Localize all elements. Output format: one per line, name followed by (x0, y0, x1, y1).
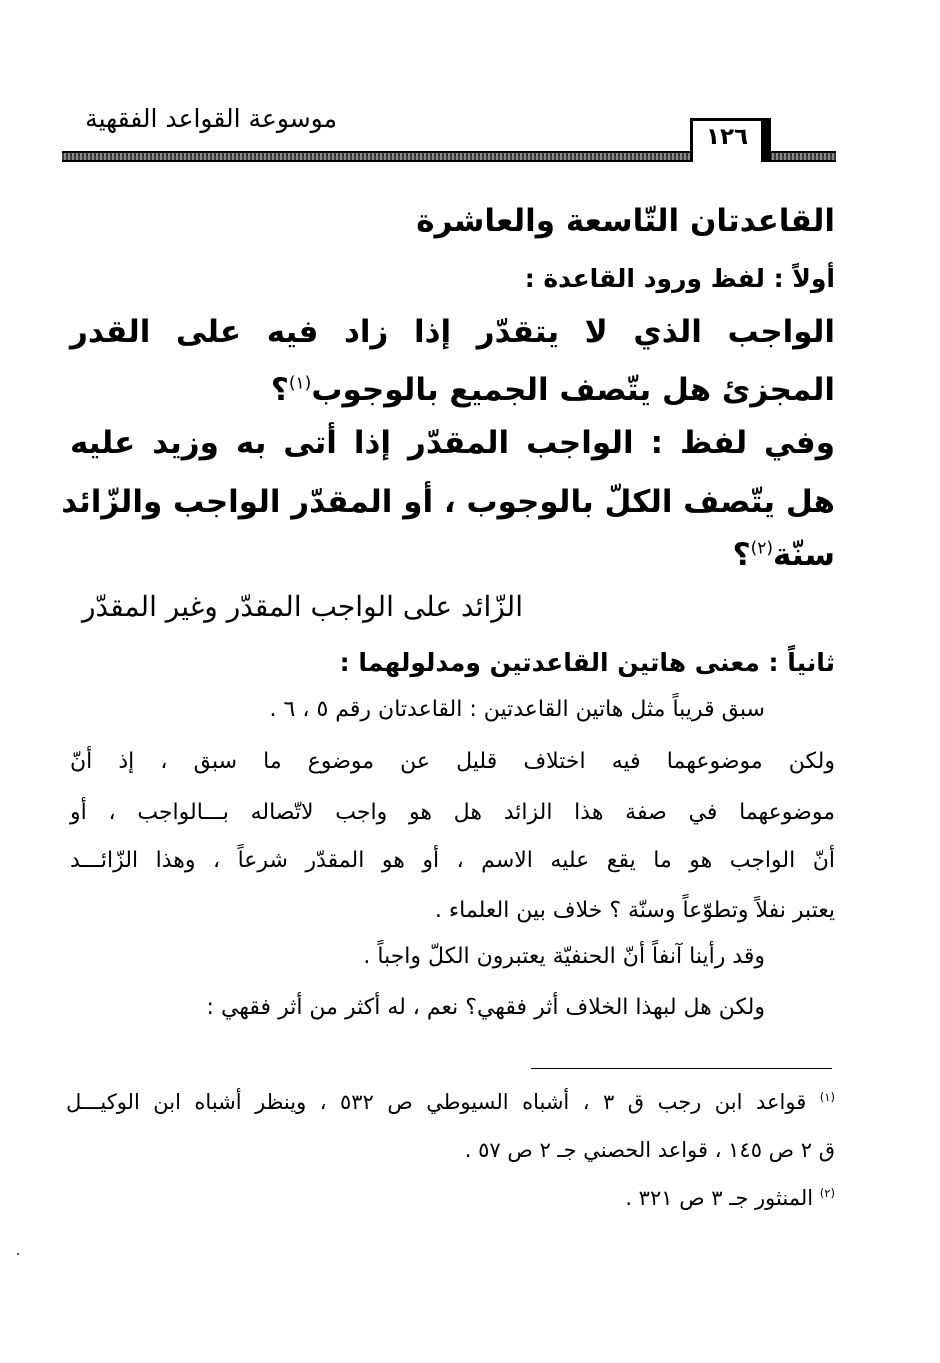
rule-text-line-2-body: المجزئ هل يتّصف الجميع بالوجوب (311, 372, 835, 408)
footnote-1 (66, 1090, 835, 1114)
variant-text-line-1: وفي لفظ : الواجب المقدّر إذا أتى به وزيد عليه (70, 425, 835, 461)
rule-text-line-2 (271, 372, 835, 408)
footnote-1-continued: ق ٢ ص ١٤٥ ، قواعد الحصني جـ ٢ ص ٥٧ . (464, 1138, 835, 1162)
page-number: ١٢٦ (705, 124, 749, 150)
paragraph-line-6: وقد رأينا آنفاً أنّ الحنفيّة يعتبرون الكلّ واجباً . (363, 944, 765, 969)
footnote-2 (625, 1186, 835, 1210)
scan-speck (17, 1253, 19, 1255)
paragraph-line-4: أنّ الواجب هو ما يقع عليه الاسم ، أو هو المقدّر شرعاً ، وهذا الزّائـــد (70, 848, 835, 873)
paragraph-line-5: يعتبر نفلاً وتطوّعاً وسنّة ؟ خلاف بين العلماء . (434, 898, 835, 923)
paragraph-line-3: موضوعهما في صفة هذا الزائد هل هو واجب لاتّصاله بـــالواجب ، أو (70, 800, 835, 825)
footnote-ref-2: (٢) (750, 538, 774, 559)
variant-text-line-3-body: سنّة (773, 537, 835, 573)
paragraph-line-1: سبق قريباً مثل هاتين القاعدتين : القاعدتان رقم ٥ ، ٦ . (269, 697, 765, 722)
question-mark: ؟ (732, 537, 751, 573)
footnote-separator (531, 1068, 832, 1069)
footnote-1-text: قواعد ابن رجب ق ٣ ، أشباه السيوطي ص ٥٣٢ ، وينظر أشباه ابن الوكيـــل (66, 1090, 807, 1114)
section-title: القاعدتان التّاسعة والعاشرة (416, 203, 835, 239)
question-mark: ؟ (270, 372, 289, 408)
book-title: موسوعة القواعد الفقهية (85, 104, 337, 133)
first-heading: أولاً : لفظ ورود القاعدة : (524, 264, 835, 293)
paragraph-line-7: ولكن هل لبهذا الخلاف أثر فقهي؟ نعم ، له أكثر من أثر فقهي : (206, 995, 765, 1020)
second-heading: ثانياً : معنى هاتين القاعدتين ومدلولهما : (339, 648, 835, 677)
rule-text-line-1: الواجب الذي لا يتقدّر إذا زاد فيه على القدر (70, 314, 835, 350)
paragraph-line-2: ولكن موضوعهما فيه اختلاف قليل عن موضوع ما سبق ، إذ أنّ (70, 749, 835, 774)
rule-summary: الزّائد على الواجب المقدّر وغير المقدّر (81, 590, 523, 623)
footnote-ref-1: (١) (288, 373, 312, 394)
footnote-1-mark: (١) (819, 1090, 835, 1104)
variant-text-line-2: هل يتّصف الكلّ بالوجوب ، أو المقدّر الواجب والزّائد (61, 484, 835, 520)
footnote-2-text: المنثور جـ ٣ ص ٣٢١ . (625, 1186, 814, 1210)
variant-text-line-3 (733, 537, 835, 573)
footnote-2-mark: (٢) (819, 1186, 835, 1200)
